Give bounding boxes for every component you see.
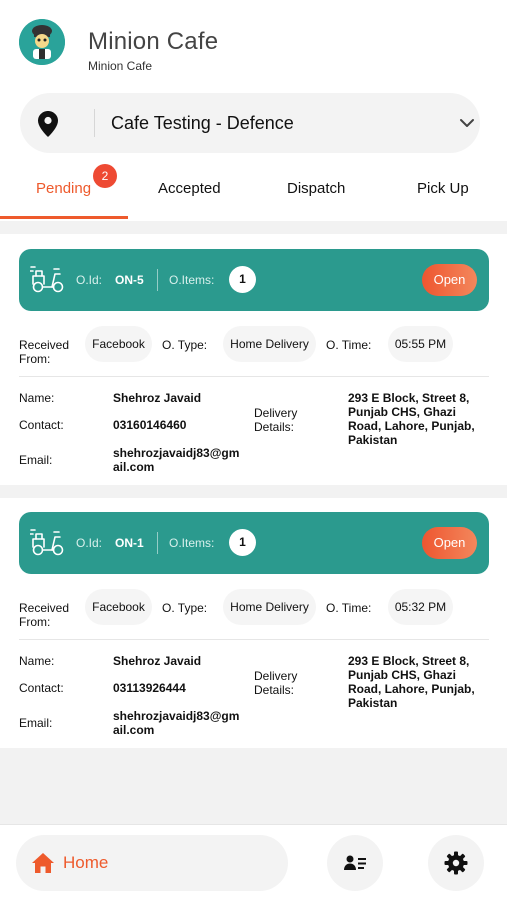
chef-avatar-icon [19, 19, 65, 65]
empty-list-area [0, 748, 507, 824]
tab-pick-up[interactable]: Pick Up [417, 180, 469, 197]
divider [157, 532, 158, 554]
customer-name-label: Name: [19, 654, 55, 668]
customer-contact-label: Contact: [19, 681, 64, 695]
order-items-count: 1 [229, 266, 256, 293]
customer-email-label: Email: [19, 453, 53, 467]
order-header-bar [19, 249, 489, 311]
order-type-value: Home Delivery [223, 326, 316, 362]
received-from-value: Facebook [85, 589, 152, 625]
customer-name-label: Name: [19, 391, 55, 405]
order-items-label: O.Items: [169, 273, 215, 287]
app-header [0, 0, 507, 90]
order-items-count: 1 [229, 529, 256, 556]
order-card [0, 249, 507, 504]
customer-name: Shehroz Javaid [113, 654, 202, 668]
tab-dispatch[interactable]: Dispatch [287, 180, 346, 197]
nav-contacts-button[interactable] [327, 835, 383, 891]
open-order-button[interactable]: Open [422, 264, 477, 296]
received-from-label: Received From: [19, 601, 70, 629]
customer-email-label: Email: [19, 716, 53, 730]
order-id-label: O.Id: [76, 273, 103, 287]
customer-name: Shehroz Javaid [113, 391, 202, 405]
order-type-label: O. Type: [162, 601, 208, 615]
received-from-label: Received From: [19, 338, 70, 366]
tab-pending[interactable]: Pending [36, 180, 92, 197]
nav-settings-button[interactable] [428, 835, 484, 891]
section-gap [0, 485, 507, 498]
active-tab-indicator [0, 216, 128, 219]
order-id: ON-5 [115, 273, 144, 287]
tab-accepted[interactable]: Accepted [158, 180, 221, 197]
order-type-value: Home Delivery [223, 589, 316, 625]
delivery-address: 293 E Block, Street 8, Punjab CHS, Ghazi Road, Lahore, Punjab, Pakistan [348, 391, 475, 447]
contact-card-icon [343, 851, 367, 875]
delivery-details-label: Delivery Details: [254, 669, 298, 697]
order-id: ON-1 [115, 536, 144, 550]
app-subtitle: Minion Cafe [88, 59, 153, 73]
chevron-down-icon[interactable] [459, 117, 475, 129]
delivery-details-label: Delivery Details: [254, 406, 298, 434]
customer-email: shehrozjavaidj83@gmail.com [113, 446, 240, 474]
customer-contact: 03160146460 [113, 418, 187, 432]
divider [19, 639, 489, 640]
branch-selector[interactable] [20, 93, 480, 153]
section-gap [0, 221, 507, 234]
map-pin-icon [38, 111, 58, 137]
customer-contact: 03113926444 [113, 681, 186, 695]
order-header-bar [19, 512, 489, 574]
customer-contact-label: Contact: [19, 418, 64, 432]
received-from-value: Facebook [85, 326, 152, 362]
open-order-button[interactable]: Open [422, 527, 477, 559]
customer-email: shehrozjavaidj83@gmail.com [113, 709, 240, 737]
bottom-navigation [0, 824, 507, 900]
branch-name: Cafe Testing - Defence [111, 113, 294, 133]
order-time-label: O. Time: [326, 338, 372, 352]
order-card [0, 512, 507, 767]
order-items-label: O.Items: [169, 536, 215, 550]
order-status-tabs [0, 160, 507, 222]
app-title: Minion Cafe [88, 28, 219, 55]
home-icon [31, 852, 55, 874]
nav-home-button[interactable] [16, 835, 288, 891]
order-type-label: O. Type: [162, 338, 208, 352]
scooter-icon [30, 527, 66, 557]
nav-home-label: Home [63, 853, 109, 872]
divider [157, 269, 158, 291]
divider [94, 109, 95, 137]
order-id-label: O.Id: [76, 536, 103, 550]
divider [19, 376, 489, 377]
scooter-icon [30, 264, 66, 294]
pending-count-badge: 2 [93, 164, 117, 188]
order-time-value: 05:32 PM [388, 589, 453, 625]
order-time-label: O. Time: [326, 601, 372, 615]
gear-icon [444, 851, 468, 875]
delivery-address: 293 E Block, Street 8, Punjab CHS, Ghazi Road, Lahore, Punjab, Pakistan [348, 654, 475, 710]
order-time-value: 05:55 PM [388, 326, 453, 362]
